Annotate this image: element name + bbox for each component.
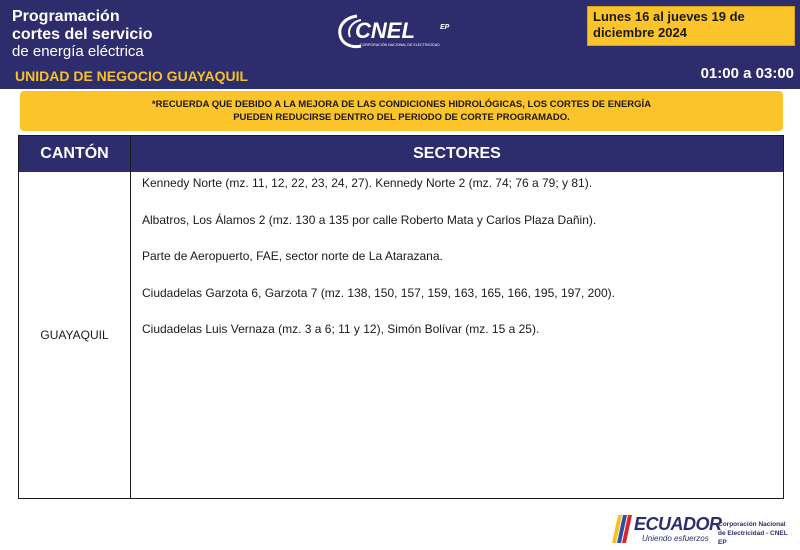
sector-item: Kennedy Norte (mz. 11, 12, 22, 23, 24, 27). Kennedy Norte 2 (mz. 74; 76 a 79; y 81). [142,176,593,190]
sector-item: Ciudadelas Luis Vernaza (mz. 3 a 6; 11 y 12), Simón Bolívar (mz. 15 a 25). [142,322,540,336]
canton-cell: GUAYAQUIL [40,328,109,342]
ecuador-footer-logo [612,512,790,546]
header-banner [0,0,800,89]
corp-line-1: Corporación Nacional [718,521,786,528]
sector-item: Albatros, Los Álamos 2 (mz. 130 a 135 por calle Roberto Mata y Carlos Plaza Dañin). [142,212,597,227]
ecuador-brand: ECUADOR [634,514,722,534]
title-line-1: Programación [12,8,120,25]
sector-item: Parte de Aeropuerto, FAE, sector norte de La Atarazana. [142,249,443,263]
title-line-2: cortes del servicio [12,26,153,43]
date-line-1: Lunes 16 al jueves 19 de [593,9,745,24]
sector-list [142,173,775,356]
title-line-3: de energía eléctrica [12,43,144,60]
time-range: 01:00 a 03:00 [700,65,794,82]
cnel-logo-icon [335,12,470,52]
sector-item: Ciudadelas Garzota 6, Garzota 7 (mz. 138, 150, 157, 159, 163, 165, 166, 195, 197, 200). [142,285,615,300]
notice-line-1: *RECUERDA QUE DEBIDO A LA MEJORA DE LAS CONDICIONES HIDROLÓGICAS, LOS CORTES DE ENERGÍA [151,99,652,110]
outage-table [18,135,784,499]
column-divider [130,136,131,498]
header-sectores: SECTORES [131,136,783,172]
corp-line-2: de Electricidad - CNEL EP [718,530,788,546]
hydrology-notice [20,91,783,131]
cnel-logo-subtitle: CORPORACIÓN NACIONAL DE ELECTRICIDAD [360,43,440,47]
corporation-label [718,520,793,547]
cnel-logo-text: CNEL [355,18,415,43]
header-canton: CANTÓN [19,136,130,172]
cnel-logo-suffix: EP [440,24,450,31]
date-range-badge [587,6,795,46]
business-unit-label: UNIDAD DE NEGOCIO GUAYAQUIL [15,68,249,84]
cnel-logo [335,12,470,52]
ecuador-slogan: Uniendo esfuerzos [642,534,709,543]
notice-line-2: PUEDEN REDUCIRSE DENTRO DEL PERIODO DE CORTE PROGRAMADO. [233,112,570,123]
date-line-2: diciembre 2024 [593,25,687,40]
ecuador-flag-icon [612,515,632,543]
